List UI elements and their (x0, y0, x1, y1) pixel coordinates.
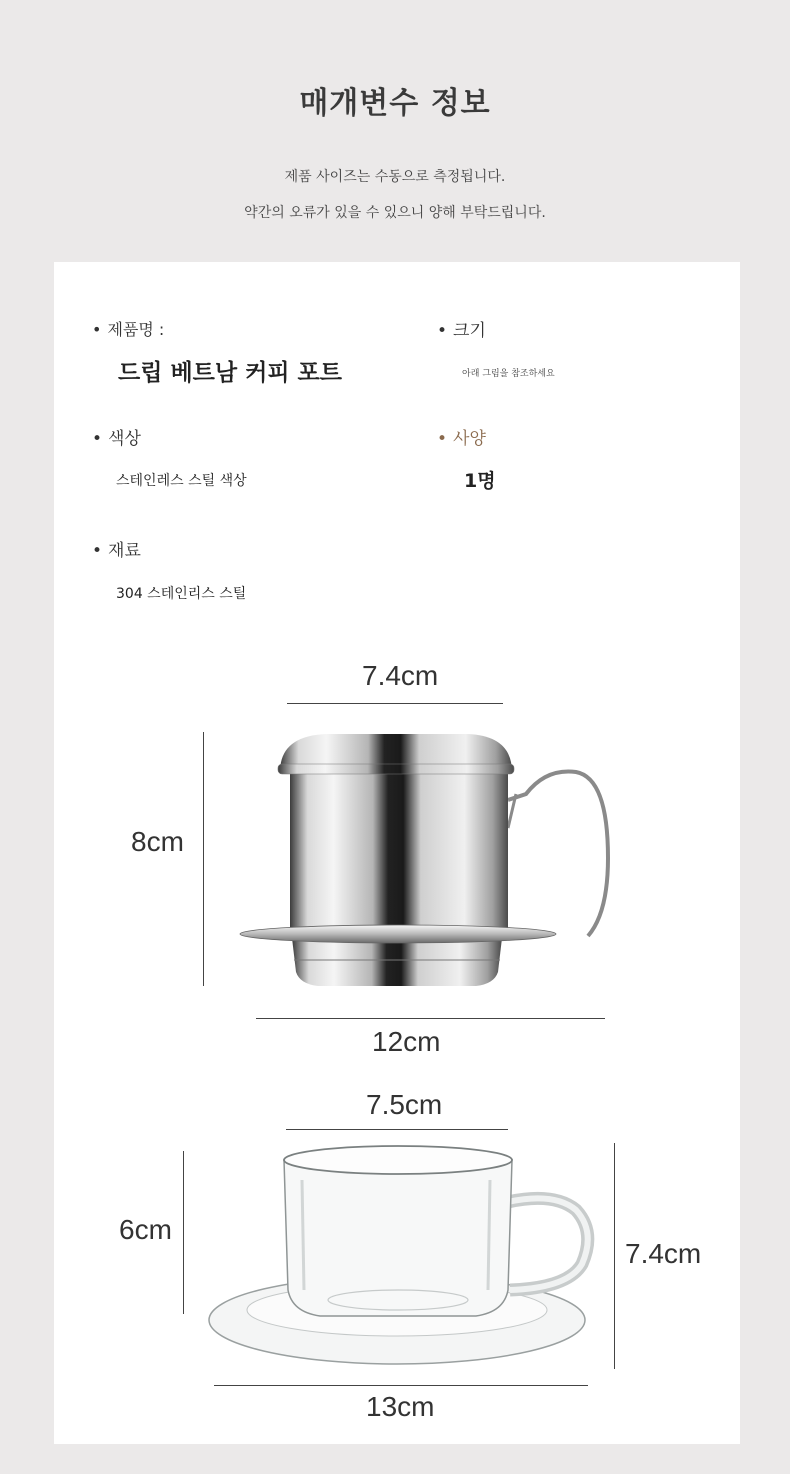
cup-height-line (183, 1151, 184, 1314)
filter-base-width-label: 12cm (372, 1026, 441, 1057)
color-label: • 색상 (92, 429, 141, 449)
filter-base-width-line (256, 1018, 605, 1019)
material-value: 304 스테인리스 스틸 (116, 586, 247, 602)
cup-height-label: 6cm (119, 1214, 172, 1245)
filter-top-width-label: 7.4cm (362, 660, 439, 691)
error-note: 약간의 오류가 있을 수 있으니 양해 부탁드립니다. (244, 205, 546, 221)
page-title: 매개변수 정보 (299, 86, 491, 121)
material-label: • 재료 (92, 541, 141, 561)
filter-top-width-line (287, 703, 503, 704)
product-name-value: 드립 베트남 커피 포트 (118, 360, 342, 386)
saucer-width-label: 13cm (366, 1391, 435, 1422)
size-value: 아래 그림을 참조하세요 (462, 369, 555, 379)
filter-height-label: 8cm (131, 826, 184, 857)
coffee-filter-image (236, 728, 616, 993)
cup-total-height-line (614, 1143, 615, 1369)
cup-total-height-label: 7.4cm (625, 1238, 702, 1269)
size-label: • 크기 (437, 321, 486, 341)
glass-cup-image (204, 1140, 596, 1370)
spec-label: • 사양 (437, 429, 486, 449)
spec-value: 1명 (464, 470, 496, 492)
filter-height-line (203, 732, 204, 986)
measurement-note: 제품 사이즈는 수동으로 측정됩니다. (284, 169, 506, 185)
color-value: 스테인레스 스틸 색상 (116, 473, 247, 489)
cup-top-width-line (286, 1129, 508, 1130)
cup-top-width-label: 7.5cm (366, 1089, 443, 1120)
product-name-label: • 제품명 : (92, 320, 165, 339)
saucer-width-line (214, 1385, 588, 1386)
